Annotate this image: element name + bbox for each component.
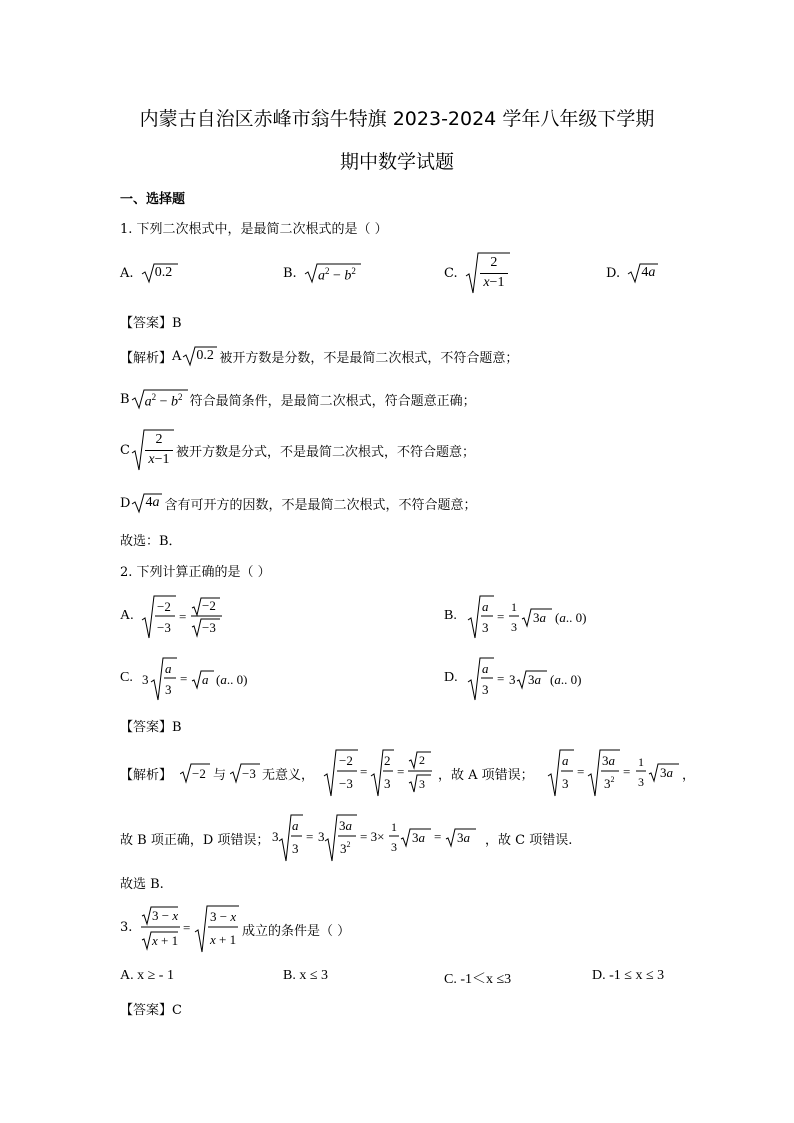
- analysis-label: 【解析】: [120, 350, 173, 366]
- sqrt-neg2: [180, 762, 210, 784]
- option-label: C.: [444, 265, 458, 281]
- q2d-formula: [466, 656, 616, 702]
- q2-analysis-line-2: [120, 813, 700, 863]
- svg-text:= 3×: = 3×: [360, 829, 385, 844]
- q2-option-c: C. 3 a 3 = a (a.. 0): [120, 656, 320, 702]
- q2c-formula: [142, 656, 282, 702]
- svg-text:=: =: [180, 671, 188, 686]
- svg-text:a: a: [482, 661, 489, 676]
- sqrt-0-2: 0.2: [183, 346, 217, 366]
- svg-text:(a.. 0): (a.. 0): [555, 610, 587, 625]
- q2-analysis-eq1: [322, 748, 434, 798]
- question-1-stem: 1. 下列二次根式中，是最简二次根式的是（ ）: [120, 222, 388, 237]
- page-subtitle: 期中数学试题: [339, 151, 454, 173]
- svg-text:32: $3^2$: [340, 840, 351, 856]
- svg-text:−2: −2: [339, 753, 353, 768]
- svg-text:1: 1: [391, 820, 397, 834]
- analysis-text: ，: [682, 768, 696, 783]
- q2-option-d: D. a 3 = 3 3a (a.. 0): [444, 656, 644, 702]
- q1-conclusion: 故选：B．: [120, 534, 182, 549]
- svg-text:3a: 3a: [412, 830, 425, 845]
- sqrt-0-2: 0.2: [142, 263, 178, 283]
- svg-text:3: 3: [509, 672, 516, 687]
- svg-text:(a.. 0): (a.. 0): [216, 672, 248, 687]
- svg-text:a: a: [202, 672, 209, 687]
- svg-text:3a: 3a: [660, 765, 673, 780]
- svg-text:3a: 3a: [602, 753, 615, 768]
- sqrt-2-over-x-1: 2 x−1: [466, 252, 510, 294]
- svg-text:3 − x: 3 − x: [210, 909, 237, 924]
- svg-text:−3: −3: [157, 620, 171, 635]
- svg-text:1: 1: [511, 600, 517, 614]
- q1-answer: 【答案】B: [120, 316, 182, 331]
- question-number: 3.: [120, 920, 133, 935]
- q3-option-d: D. -1 ≤ x ≤ 3: [592, 968, 665, 983]
- svg-text:3: 3: [391, 840, 397, 854]
- analysis-text: 故 B 项正确，D 项错误；: [120, 833, 270, 848]
- analysis-text: 无意义，: [262, 768, 315, 783]
- svg-text:1: 1: [638, 755, 644, 769]
- svg-text:=: =: [179, 609, 187, 624]
- svg-text:=: =: [497, 609, 505, 624]
- q1-option-c: [444, 252, 510, 294]
- svg-text:−3: −3: [339, 776, 353, 791]
- svg-text:=: =: [306, 829, 314, 844]
- analysis-text: 符合最简条件，是最简二次根式，符合题意正确；: [189, 393, 476, 409]
- svg-text:a: a: [562, 753, 569, 768]
- analysis-text: ，故 A 项错误；: [438, 768, 534, 783]
- analysis-text: 被开方数是分式，不是最简二次根式，不符合题意；: [175, 444, 475, 460]
- svg-text:a: a: [165, 661, 172, 676]
- q3-answer: 【答案】C: [120, 1003, 182, 1018]
- q2-option-a: A. −2 −3 = −2 −3: [120, 594, 340, 640]
- sqrt-2-over-x-1: 2 x−1: [132, 429, 174, 471]
- sqrt-4a: 4a: [132, 493, 162, 513]
- q2-analysis-eq3: [272, 813, 484, 863]
- sqrt-a2-b2: $a^2 - b^2$: [132, 389, 188, 409]
- svg-text:3: 3: [482, 682, 489, 697]
- svg-text:a: a: [482, 599, 489, 614]
- svg-text:=: =: [397, 764, 405, 779]
- svg-text:3a: 3a: [528, 672, 541, 687]
- q1-analysis-line-a: 【解析】 A 0.2 被开方数是分数，不是最简二次根式，不符合题意；: [120, 348, 519, 366]
- svg-text:=: =: [497, 671, 505, 686]
- question-3-stem: [120, 904, 520, 954]
- q3-option-c: C. -1＜x ≤3: [444, 972, 512, 987]
- sqrt-a2-b2: $a^2 - b^2$: [305, 263, 361, 283]
- svg-text:32: $3^2$: [604, 775, 615, 791]
- analysis-label: 【解析】: [120, 768, 173, 783]
- svg-text:−3: −3: [202, 620, 216, 635]
- q2-conclusion: 故选 B.: [120, 877, 164, 892]
- page-title: 内蒙古自治区赤峰市翁牛特旗 2023-2024 学年八年级下学期: [139, 108, 655, 130]
- svg-text:−2: −2: [192, 766, 206, 781]
- q1-analysis-line-d: D 4a 含有可开方的因数，不是最简二次根式，不符合题意；: [120, 495, 477, 513]
- q1-option-d: [606, 263, 658, 283]
- svg-text:=: =: [623, 764, 631, 779]
- svg-text:2: 2: [384, 753, 391, 768]
- svg-text:3a: 3a: [339, 818, 352, 833]
- svg-text:3: 3: [482, 620, 489, 635]
- svg-text:3a: 3a: [533, 610, 546, 625]
- svg-text:2: 2: [419, 753, 425, 767]
- svg-text:3: 3: [142, 672, 149, 687]
- q1-option-a: [120, 263, 178, 283]
- svg-text:3: 3: [638, 775, 644, 789]
- svg-text:x + 1: x + 1: [210, 932, 237, 947]
- q2-analysis-eq2: [546, 748, 696, 798]
- analysis-text: 含有可开方的因数，不是最简二次根式，不符合题意；: [164, 497, 477, 513]
- analysis-text: 被开方数是分数，不是最简二次根式，不符合题意；: [219, 350, 519, 366]
- svg-text:3: 3: [419, 777, 425, 791]
- q1-analysis-line-c: C 2 x−1 被开方数是分式，不是最简二次根式，不符合题意；: [120, 429, 475, 471]
- q2b-formula: [466, 594, 616, 640]
- svg-text:−3: −3: [242, 766, 256, 781]
- q3-option-a: A. x ≥ - 1: [120, 968, 174, 983]
- section-heading: 一、选择题: [120, 192, 186, 207]
- option-label: D.: [606, 265, 621, 281]
- svg-text:(a.. 0): (a.. 0): [550, 672, 582, 687]
- analysis-text: ，故 C 项错误.: [485, 833, 573, 848]
- question-2-stem: 2. 下列计算正确的是（ ）: [120, 565, 271, 580]
- svg-text:=: =: [577, 764, 585, 779]
- option-label: B.: [283, 265, 297, 281]
- svg-text:=: =: [360, 764, 368, 779]
- sqrt-4a: 4a: [628, 263, 658, 283]
- svg-text:3: 3: [165, 682, 172, 697]
- svg-text:=: =: [434, 829, 442, 844]
- svg-text:3: 3: [511, 620, 517, 634]
- svg-text:−2: −2: [202, 598, 216, 613]
- svg-text:3: 3: [562, 776, 569, 791]
- svg-text:=: =: [183, 920, 191, 935]
- svg-text:−2: −2: [157, 599, 171, 614]
- sqrt-neg3: [230, 762, 260, 784]
- q2-analysis-line-1: [120, 748, 700, 798]
- svg-text:3: 3: [318, 829, 325, 844]
- option-label: A.: [120, 265, 134, 281]
- svg-text:a: a: [292, 818, 299, 833]
- question-text: 成立的条件是（ ）: [242, 924, 351, 939]
- svg-text:3 − x: 3 − x: [152, 908, 179, 923]
- svg-text:3a: 3a: [457, 830, 470, 845]
- svg-text:x + 1: x + 1: [152, 933, 179, 948]
- q1-analysis-line-b: B $a^2 - b^2$ 符合最简条件，是最简二次根式，符合题意正确；: [120, 389, 476, 409]
- q2-option-b: B. a 3 = 1 3 3a (a.. 0): [444, 594, 644, 640]
- q2-answer: 【答案】B: [120, 720, 182, 735]
- q1-option-b: [283, 263, 361, 283]
- q3-option-b: B. x ≤ 3: [283, 968, 329, 983]
- analysis-text: 与: [213, 768, 227, 783]
- svg-text:3: 3: [292, 841, 299, 856]
- q2a-formula: [140, 594, 260, 640]
- svg-text:3: 3: [384, 776, 391, 791]
- svg-text:3: 3: [272, 829, 279, 844]
